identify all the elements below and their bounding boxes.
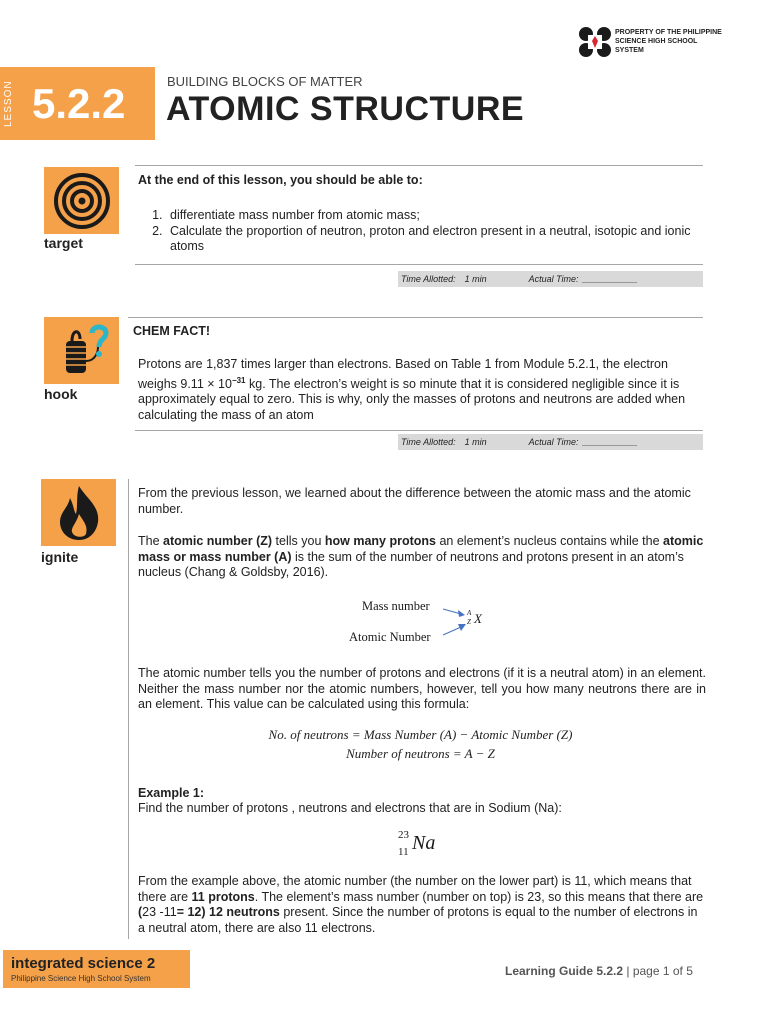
footer-badge (3, 950, 190, 988)
ignite-paragraph-3: The atomic number tells you the number of protons and electrons (if it is a neutral atom) in an element. Neither the mass number nor the atomic numbers, however, tell you how many neutrons there are in an element. This value can be calculated using this formula: (138, 666, 706, 711)
page-info: Learning Guide 5.2.2 | page 1 of 5 (505, 964, 693, 978)
lesson-badge (0, 67, 155, 140)
chem-fact-heading: CHEM FACT! (133, 324, 211, 338)
ignite-paragraph-1: From the previous lesson, we learned about the difference between the atomic mass and the atomic number. (138, 486, 691, 516)
time-bar (398, 434, 703, 450)
chem-fact-text: Protons are 1,837 times larger than electrons. Based on Table 1 from Module 5.2.1, the electron weighs $9.11 \times 10^{-31}$ kg. The electron’s weight is so minute that it is considered negligible since it is approximately equal to zero. This is why, only the masses of protons and neutrons are added when calculating the mass of an atom (138, 357, 686, 422)
lesson-kicker: BUILDING BLOCKS OF MATTER (167, 74, 363, 89)
sodium-mass-number: 23 (398, 829, 409, 841)
logo-text: PROPERTY OF THE PHILIPPINE SCIENCE HIGH SCHOOL SYSTEM (615, 29, 722, 54)
time-bar (398, 271, 703, 287)
diagram-z: Z (467, 618, 471, 626)
objective-item: 1. differentiate mass number from atomic mass; (166, 208, 703, 224)
actual-time-value: ___________ (582, 437, 638, 447)
sodium-atomic-number: 11 (398, 846, 409, 858)
neutron-formula-1: No. of neutrons = Mass Number (A) − Atomic Number (Z) (268, 727, 573, 742)
divider (135, 165, 703, 166)
sodium-notation (396, 828, 456, 862)
page-number: page 1 of 5 (632, 964, 693, 978)
rope-question-icon (52, 321, 112, 381)
sodium-symbol: Na (412, 832, 436, 854)
objectives-list (138, 208, 703, 255)
time-allotted-label: Time Allotted: (401, 437, 456, 447)
page-title: ATOMIC STRUCTURE (166, 90, 525, 128)
diagram-a: A (467, 609, 472, 617)
pshs-logo-icon (578, 26, 612, 58)
atomic-number-label: Atomic Number (349, 630, 431, 644)
actual-time-label: Actual Time: (528, 437, 579, 447)
target-icon (53, 172, 111, 230)
objectives-intro: At the end of this lesson, you should be able to: (138, 173, 423, 187)
hook-icon-box (44, 317, 119, 384)
footer-subtitle: Philippine Science High School System (11, 974, 151, 983)
ignite-icon-box (41, 479, 116, 546)
ignite-paragraph-4: From the example above, the atomic number (the number on the lower part) is 11, which means that there are 11 protons. The element’s mass number (number on top) is 23, so this means that there are (23 -11= 12) 12 neutrons present. Since the number of protons is equal to the number of electrons in a neutral atom, there are also 11 electrons. (138, 874, 704, 935)
mass-number-label: Mass number (362, 599, 430, 613)
divider (135, 430, 703, 431)
flame-icon (54, 484, 104, 542)
ignite-paragraph-2: The atomic number (Z) tells you how many protons an element’s nucleus contains while the atomic mass or mass number (A) is the sum of the number of neutrons and protons present in an atom’s nucleus (Chang & Goldsby, 2016). (138, 534, 704, 579)
diagram-x: X (474, 611, 482, 626)
divider (135, 264, 703, 265)
learning-guide-label: Learning Guide 5.2.2 (505, 964, 624, 978)
lesson-word: LESSON (3, 80, 14, 127)
time-allotted-value: 1 min (464, 437, 487, 447)
vertical-divider (128, 479, 129, 939)
time-allotted-value: 1 min (464, 274, 487, 284)
ignite-label: ignite (41, 549, 79, 565)
lesson-number: 5.2.2 (32, 80, 126, 127)
footer-title: integrated science 2 (11, 955, 156, 972)
time-allotted-label: Time Allotted: (401, 274, 456, 284)
actual-time-label: Actual Time: (528, 274, 579, 284)
target-label: target (44, 235, 83, 251)
example-title: Example 1: (138, 786, 205, 800)
nuclide-diagram (345, 595, 505, 650)
target-icon-box (44, 167, 119, 234)
hook-label: hook (44, 386, 78, 402)
neutron-formula-2: Number of neutrons = A − Z (346, 746, 495, 761)
divider (128, 317, 703, 318)
exponent: −31 (231, 375, 246, 385)
actual-time-value: ___________ (582, 274, 638, 284)
objective-item: 2. Calculate the proportion of neutron, proton and electron present in a neutral, isotopic and ionic atoms (166, 224, 703, 255)
example-text: Find the number of protons , neutrons and electrons that are in Sodium (Na): (138, 801, 562, 815)
